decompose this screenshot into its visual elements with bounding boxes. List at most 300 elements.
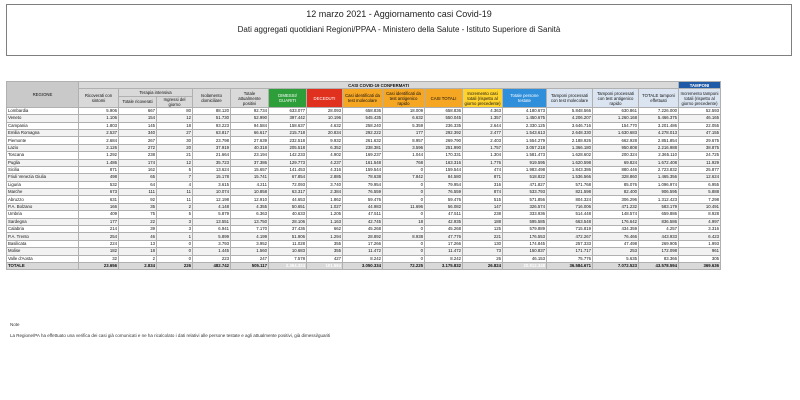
value-cell: 52.593 bbox=[679, 107, 721, 114]
value-cell: 306.296 bbox=[593, 196, 639, 203]
value-cell: 1.993 bbox=[679, 240, 721, 247]
value-cell: 1.450.675 bbox=[503, 115, 547, 122]
value-cell: 6.941 bbox=[193, 226, 231, 233]
value-cell: 355 bbox=[307, 240, 343, 247]
value-cell: 5.359 bbox=[383, 122, 425, 129]
value-cell: 79.954 bbox=[425, 181, 463, 188]
value-cell: 257.333 bbox=[547, 240, 593, 247]
value-cell: 0 bbox=[383, 166, 425, 173]
value-cell: 1.628.602 bbox=[547, 152, 593, 159]
value-cell: 10.196 bbox=[307, 115, 343, 122]
value-cell: 11 bbox=[157, 196, 193, 203]
table-row bbox=[7, 152, 721, 159]
value-cell: 28.892 bbox=[343, 233, 383, 240]
value-cell: 3.615 bbox=[193, 181, 231, 188]
value-cell: 75.776 bbox=[547, 255, 593, 262]
value-cell: 3.057.218 bbox=[503, 144, 547, 151]
value-cell: 159.544 bbox=[425, 166, 463, 173]
value-cell: 498 bbox=[79, 174, 119, 181]
value-cell: 2.216.988 bbox=[639, 144, 679, 151]
region-cell: Molise bbox=[7, 248, 79, 255]
value-cell: 443.933 bbox=[639, 233, 679, 240]
value-cell: 1.536.566 bbox=[547, 174, 593, 181]
value-cell: 662 bbox=[307, 226, 343, 233]
value-cell: 162 bbox=[119, 166, 157, 173]
value-cell: 10.858 bbox=[231, 189, 269, 196]
report-subtitle: Dati aggregati quotidiani Regioni/PPAA - Ministero della Salute - Istituto Superiore di Sanità bbox=[237, 25, 561, 34]
value-cell: 6.955 bbox=[679, 181, 721, 188]
region-cell: Marche bbox=[7, 189, 79, 196]
value-cell: 427 bbox=[307, 255, 343, 262]
value-cell: 2.885 bbox=[307, 174, 343, 181]
value-cell: 3.316 bbox=[679, 226, 721, 233]
table-row bbox=[7, 166, 721, 173]
value-cell: 63.317 bbox=[269, 189, 307, 196]
region-cell: Friuli Venezia Giulia bbox=[7, 174, 79, 181]
region-cell: P.A. Trento bbox=[7, 233, 79, 240]
value-cell: 269.905 bbox=[639, 240, 679, 247]
value-cell: 11.929 bbox=[679, 159, 721, 166]
region-cell: Calabria bbox=[7, 226, 79, 233]
value-cell: 6.423 bbox=[679, 233, 721, 240]
value-cell: 174 bbox=[119, 159, 157, 166]
value-cell: 182 bbox=[79, 248, 119, 255]
value-cell: 2 bbox=[157, 203, 193, 210]
value-cell: 6.363 bbox=[231, 211, 269, 218]
value-cell: 4.632 bbox=[307, 122, 343, 129]
table-row bbox=[7, 233, 721, 240]
value-cell: 84.580 bbox=[425, 174, 463, 181]
header-ti-totale: Totale ricoverati bbox=[119, 96, 157, 107]
value-cell: 12 bbox=[157, 159, 193, 166]
value-cell: 3 bbox=[157, 226, 193, 233]
value-cell: 40.633 bbox=[269, 211, 307, 218]
value-cell: 471.232 bbox=[593, 203, 639, 210]
value-cell: 9.932 bbox=[307, 137, 343, 144]
value-cell: 13.624 bbox=[193, 166, 231, 173]
value-cell: 0 bbox=[383, 248, 425, 255]
value-cell: 0 bbox=[383, 189, 425, 196]
notes-label: Note bbox=[10, 322, 20, 327]
value-cell: 630.861 bbox=[593, 107, 639, 114]
value-cell: 0 bbox=[383, 255, 425, 262]
value-cell: 4.355 bbox=[231, 203, 269, 210]
value-cell: 1.163 bbox=[307, 218, 343, 225]
value-cell: 69.824 bbox=[593, 159, 639, 166]
value-cell: 305 bbox=[679, 255, 721, 262]
value-cell: 961 bbox=[679, 248, 721, 255]
value-cell: 67.854 bbox=[269, 174, 307, 181]
value-cell: 92.734 bbox=[231, 107, 269, 114]
region-cell: Emilia Romagna bbox=[7, 129, 79, 136]
table-row bbox=[7, 159, 721, 166]
header-t-incremento: Incremento tamponi totali (rispetto al giorno precedente) bbox=[679, 89, 721, 107]
value-cell: 5.899 bbox=[193, 233, 231, 240]
header-isolamento: Isolamento domiciliare bbox=[193, 89, 231, 107]
value-cell: 253 bbox=[593, 248, 639, 255]
value-cell: 147 bbox=[463, 203, 503, 210]
value-cell: 4.148 bbox=[193, 203, 231, 210]
value-cell: 658.836 bbox=[343, 107, 383, 114]
value-cell: 8.957 bbox=[383, 137, 425, 144]
header-ricoverati: Ricoverati con sintomi bbox=[79, 89, 119, 107]
value-cell: 251.990 bbox=[425, 144, 463, 151]
value-cell: 545.435 bbox=[343, 115, 383, 122]
region-cell: Campania bbox=[7, 122, 79, 129]
value-cell: 13.750 bbox=[231, 218, 269, 225]
value-cell: 8.242 bbox=[425, 255, 463, 262]
value-cell: 1.620.598 bbox=[547, 159, 593, 166]
value-cell: 247 bbox=[231, 255, 269, 262]
table-row bbox=[7, 226, 721, 233]
header-ti-ingressi: Ingressi del giorno bbox=[157, 96, 193, 107]
value-cell: 2.477 bbox=[463, 129, 503, 136]
value-cell: 23.656 bbox=[79, 262, 119, 269]
value-cell: 1.366.180 bbox=[547, 144, 593, 151]
notes-text: La Regione/PA ha effettuato una verifica dei casi già comunicati e ne ha ricalcolato i dati relativi alle persone testate e agli attualmente positivi, già dimessi/guariti bbox=[10, 333, 331, 338]
value-cell: 111 bbox=[119, 189, 157, 196]
value-cell: 871 bbox=[79, 166, 119, 173]
header-t-totale: TOTALE tamponi effettuati bbox=[639, 89, 679, 107]
value-cell: 15.657 bbox=[231, 166, 269, 173]
value-cell: 94.584 bbox=[231, 122, 269, 129]
value-cell: 1.983.498 bbox=[503, 166, 547, 173]
value-cell: 130 bbox=[463, 240, 503, 247]
value-cell: 1.096.974 bbox=[639, 181, 679, 188]
region-cell: P.A. Bolzano bbox=[7, 203, 79, 210]
value-cell: 42.935 bbox=[425, 218, 463, 225]
value-cell: 880.446 bbox=[593, 166, 639, 173]
value-cell: 45.268 bbox=[343, 226, 383, 233]
value-cell: 505.117 bbox=[231, 262, 269, 269]
covid-data-table bbox=[6, 81, 721, 270]
value-cell: 583.179 bbox=[639, 203, 679, 210]
value-cell: 2 bbox=[119, 255, 157, 262]
value-cell: 8.928 bbox=[679, 211, 721, 218]
value-cell: 409 bbox=[79, 211, 119, 218]
value-cell: 200.324 bbox=[593, 152, 639, 159]
value-cell: 79.954 bbox=[343, 181, 383, 188]
value-cell: 23.798 bbox=[193, 137, 231, 144]
value-cell: 42.745 bbox=[343, 218, 383, 225]
value-cell: 51.730 bbox=[193, 115, 231, 122]
value-cell: 2.648.330 bbox=[547, 129, 593, 136]
value-cell: 39 bbox=[119, 226, 157, 233]
value-cell: 258.240 bbox=[343, 122, 383, 129]
value-cell: 1.312.423 bbox=[639, 196, 679, 203]
value-cell: 4.206.207 bbox=[547, 115, 593, 122]
value-cell: 51.906 bbox=[269, 233, 307, 240]
value-cell: 7.298 bbox=[679, 196, 721, 203]
value-cell: 267 bbox=[119, 137, 157, 144]
value-cell: 3.201.486 bbox=[639, 122, 679, 129]
value-cell: 92 bbox=[119, 196, 157, 203]
value-cell: 4 bbox=[157, 181, 193, 188]
value-cell: 23.194 bbox=[231, 152, 269, 159]
value-cell: 7.842 bbox=[383, 174, 425, 181]
value-cell: 3 bbox=[157, 218, 193, 225]
value-cell: 1.776 bbox=[463, 159, 503, 166]
value-cell: 3.175.832 bbox=[425, 262, 463, 269]
value-cell: 292.222 bbox=[343, 129, 383, 136]
value-cell: 1.027 bbox=[307, 203, 343, 210]
value-cell: 15.741 bbox=[231, 174, 269, 181]
value-cell: 0 bbox=[383, 181, 425, 188]
value-cell: 7.170 bbox=[231, 226, 269, 233]
value-cell: 1.292 bbox=[79, 152, 119, 159]
value-cell: 0 bbox=[383, 211, 425, 218]
region-cell: Lazio bbox=[7, 144, 79, 151]
value-cell: 4.257 bbox=[639, 226, 679, 233]
value-cell: 1.486 bbox=[79, 159, 119, 166]
value-cell: 163.316 bbox=[425, 159, 463, 166]
value-cell: 5.888 bbox=[679, 189, 721, 196]
value-cell: 5.466.375 bbox=[639, 115, 679, 122]
value-cell: 1.862 bbox=[307, 196, 343, 203]
value-cell: 667 bbox=[119, 107, 157, 114]
value-cell: 76.466 bbox=[593, 233, 639, 240]
value-cell: 78.638 bbox=[343, 174, 383, 181]
value-cell: 571.856 bbox=[503, 196, 547, 203]
value-cell: 269.790 bbox=[425, 137, 463, 144]
value-cell: 21.664 bbox=[193, 152, 231, 159]
value-cell: 2.834 bbox=[119, 262, 157, 269]
value-cell: 5 bbox=[157, 166, 193, 173]
value-cell: 1.044 bbox=[383, 152, 425, 159]
value-cell: 46.153 bbox=[503, 255, 547, 262]
value-cell: 13 bbox=[119, 240, 157, 247]
value-cell: 0 bbox=[157, 240, 193, 247]
value-cell: 236.335 bbox=[425, 122, 463, 129]
value-cell: 1.672.408 bbox=[639, 159, 679, 166]
header-t-antigenico: Tamponi processati con test antigenico rapido bbox=[593, 89, 639, 107]
header-molecolare: Casi identificati da test molecolare bbox=[343, 89, 383, 107]
region-cell: Toscana bbox=[7, 152, 79, 159]
value-cell: 88.120 bbox=[193, 107, 231, 114]
value-cell: 1.560 bbox=[231, 248, 269, 255]
value-cell: 836.586 bbox=[639, 218, 679, 225]
table-row bbox=[7, 189, 721, 196]
value-cell: 166 bbox=[79, 203, 119, 210]
value-cell: 1.757 bbox=[463, 144, 503, 151]
value-cell: 205.518 bbox=[269, 144, 307, 151]
value-cell: 66.617 bbox=[231, 129, 269, 136]
value-cell: 471.827 bbox=[503, 181, 547, 188]
value-cell: 3.646.716 bbox=[547, 122, 593, 129]
value-cell: 15.178 bbox=[193, 174, 231, 181]
value-cell: 177 bbox=[79, 218, 119, 225]
value-cell: 11.472 bbox=[343, 248, 383, 255]
value-cell: 37.386 bbox=[231, 159, 269, 166]
value-cell: 1.554.279 bbox=[503, 137, 547, 144]
value-cell: 226 bbox=[157, 262, 193, 269]
value-cell: 5 bbox=[157, 211, 193, 218]
value-cell: 93.223 bbox=[193, 122, 231, 129]
value-cell: 169.237 bbox=[343, 152, 383, 159]
value-cell: 65 bbox=[119, 174, 157, 181]
value-cell: 316 bbox=[463, 181, 503, 188]
value-cell: 83.366 bbox=[639, 255, 679, 262]
value-cell: 874 bbox=[463, 189, 503, 196]
value-cell: 571.768 bbox=[547, 181, 593, 188]
region-cell: Veneto bbox=[7, 115, 79, 122]
value-cell: 22 bbox=[119, 218, 157, 225]
table-row bbox=[7, 255, 721, 262]
value-cell: 1.106 bbox=[79, 115, 119, 122]
value-cell: 397.442 bbox=[269, 115, 307, 122]
value-cell: 715.819 bbox=[547, 226, 593, 233]
table-row bbox=[7, 181, 721, 188]
value-cell: 176.553 bbox=[503, 233, 547, 240]
value-cell: 2.537 bbox=[79, 129, 119, 136]
value-cell: 1.630.683 bbox=[593, 129, 639, 136]
header-t-molecolare: Tamponi processati con test molecolare bbox=[547, 89, 593, 107]
value-cell: 1.465.356 bbox=[639, 174, 679, 181]
value-cell: 6.632 bbox=[383, 115, 425, 122]
value-cell: 13.551 bbox=[193, 218, 231, 225]
value-cell: 12.198 bbox=[193, 196, 231, 203]
table-row bbox=[7, 203, 721, 210]
value-cell: 272 bbox=[119, 144, 157, 151]
value-cell: 148.574 bbox=[593, 211, 639, 218]
table-row bbox=[7, 248, 721, 255]
value-cell: 215.718 bbox=[269, 129, 307, 136]
value-cell: 40.318 bbox=[231, 144, 269, 151]
region-cell: Sicilia bbox=[7, 166, 79, 173]
value-cell: 4.997 bbox=[679, 218, 721, 225]
value-cell: 4.363 bbox=[463, 107, 503, 114]
value-cell: 2.684 bbox=[79, 137, 119, 144]
value-cell: 7.578 bbox=[269, 255, 307, 262]
value-cell: 64 bbox=[119, 181, 157, 188]
value-cell: 28.106 bbox=[269, 218, 307, 225]
value-cell: 472.267 bbox=[547, 233, 593, 240]
region-cell: Abruzzo bbox=[7, 196, 79, 203]
value-cell: 2.384 bbox=[307, 189, 343, 196]
value-cell: 47.776 bbox=[425, 233, 463, 240]
value-cell: 328.860 bbox=[593, 174, 639, 181]
value-cell: 12.910 bbox=[231, 196, 269, 203]
region-cell: Basilicata bbox=[7, 240, 79, 247]
value-cell: 355 bbox=[307, 248, 343, 255]
value-cell: 804.324 bbox=[547, 196, 593, 203]
value-cell: 52.990 bbox=[231, 115, 269, 122]
value-cell: 17.266 bbox=[343, 240, 383, 247]
value-cell: 595.585 bbox=[503, 218, 547, 225]
region-cell: TOTALE bbox=[7, 262, 79, 269]
value-cell: 176.642 bbox=[593, 218, 639, 225]
value-cell: 4.180.673 bbox=[503, 107, 547, 114]
value-cell: 47.511 bbox=[425, 211, 463, 218]
header-dimessi: DIMESSI/ GUARITI bbox=[269, 89, 307, 107]
value-cell: 434.359 bbox=[593, 226, 639, 233]
value-cell: 76.559 bbox=[343, 189, 383, 196]
value-cell: 28.093 bbox=[307, 107, 343, 114]
value-cell: 12 bbox=[157, 115, 193, 122]
value-cell: 333.936 bbox=[503, 211, 547, 218]
value-cell: 1.543.613 bbox=[503, 129, 547, 136]
value-cell: 1.357 bbox=[463, 115, 503, 122]
value-cell: 32 bbox=[79, 255, 119, 262]
value-cell: 4.278.013 bbox=[639, 129, 679, 136]
value-cell: 27 bbox=[157, 129, 193, 136]
value-cell: 0 bbox=[157, 248, 193, 255]
total-row bbox=[7, 262, 721, 269]
value-cell: 141.453 bbox=[269, 166, 307, 173]
value-cell: 579.889 bbox=[503, 226, 547, 233]
value-cell: 82.400 bbox=[593, 189, 639, 196]
value-cell: 20.834 bbox=[307, 129, 343, 136]
value-cell: 18 bbox=[119, 248, 157, 255]
value-cell: 36.584.671 bbox=[547, 262, 593, 269]
value-cell: 238 bbox=[119, 152, 157, 159]
value-cell: 514.448 bbox=[547, 211, 593, 218]
value-cell: 20 bbox=[157, 144, 193, 151]
table-row bbox=[7, 129, 721, 136]
value-cell: 142.233 bbox=[269, 152, 307, 159]
value-cell: 125 bbox=[463, 226, 503, 233]
value-cell: 474 bbox=[463, 166, 503, 173]
value-cell: 154 bbox=[119, 115, 157, 122]
value-cell: 1 bbox=[157, 233, 193, 240]
region-cell: Lombardia bbox=[7, 107, 79, 114]
value-cell: 3.596 bbox=[383, 144, 425, 151]
value-cell: 59.476 bbox=[343, 196, 383, 203]
value-cell: 26.824 bbox=[463, 262, 503, 269]
value-cell: 26 bbox=[463, 255, 503, 262]
value-cell: 35 bbox=[119, 203, 157, 210]
table-row bbox=[7, 240, 721, 247]
value-cell: 3.793 bbox=[193, 240, 231, 247]
value-cell: 18 bbox=[157, 122, 193, 129]
value-cell: 145 bbox=[119, 122, 157, 129]
value-cell: 172.098 bbox=[639, 248, 679, 255]
value-cell: 8.938 bbox=[383, 233, 425, 240]
value-cell: 2.188.926 bbox=[547, 137, 593, 144]
value-cell: 101.564 bbox=[307, 262, 343, 269]
value-cell: 59.476 bbox=[425, 196, 463, 203]
value-cell: 919.595 bbox=[503, 159, 547, 166]
header-incremento: Incremento casi totali (rispetto al giorno precedente) bbox=[464, 90, 501, 106]
value-cell: 254 bbox=[79, 233, 119, 240]
value-cell: 73 bbox=[463, 248, 503, 255]
value-cell: 25.877 bbox=[679, 166, 721, 173]
region-cell: Puglia bbox=[7, 159, 79, 166]
value-cell: 2.851.854 bbox=[639, 137, 679, 144]
table-row bbox=[7, 196, 721, 203]
header-persone: Totale persone testate bbox=[503, 89, 547, 107]
value-cell: 550.045 bbox=[425, 115, 463, 122]
value-cell: 72.093 bbox=[269, 181, 307, 188]
value-cell: 150.837 bbox=[503, 248, 547, 255]
value-cell: 768 bbox=[383, 159, 425, 166]
table-row bbox=[7, 107, 721, 114]
header-group-covid: CASI COVID-19 CONFERMATI bbox=[79, 82, 679, 89]
table-row bbox=[7, 115, 721, 122]
region-cell: Piemonte bbox=[7, 137, 79, 144]
value-cell: 44.653 bbox=[269, 196, 307, 203]
value-cell: 80 bbox=[157, 107, 193, 114]
value-cell: 171.717 bbox=[547, 248, 593, 255]
header-terapia-intensiva: Terapia intensiva bbox=[119, 89, 193, 96]
value-cell: 3.740 bbox=[307, 181, 343, 188]
value-cell: 10.683 bbox=[269, 248, 307, 255]
value-cell: 221 bbox=[463, 233, 503, 240]
value-cell: 2.364.324 bbox=[269, 262, 307, 269]
value-cell: 2.644 bbox=[463, 122, 503, 129]
report-header-box bbox=[6, 4, 792, 56]
value-cell: 1.843.386 bbox=[547, 166, 593, 173]
